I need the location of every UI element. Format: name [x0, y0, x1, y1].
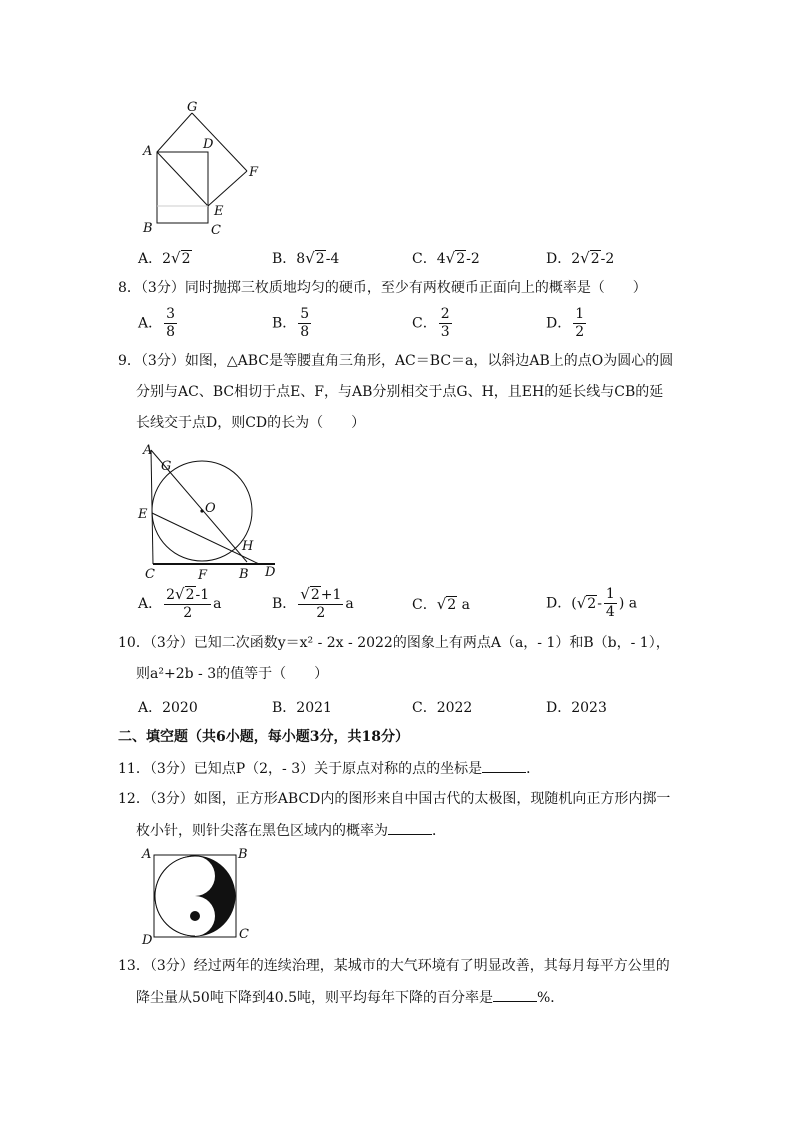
label-d: D: [203, 137, 214, 152]
label-f: F: [249, 165, 259, 180]
label-d: D: [142, 933, 153, 948]
answer-blank[interactable]: [388, 820, 432, 835]
label-e: E: [214, 204, 224, 219]
label-c: C: [239, 927, 249, 942]
sqrt: √2: [305, 249, 325, 267]
fraction: $\frac{3}{8}$: [166, 306, 176, 340]
q10-line1: 10．（3分）已知二次函数y＝x² - 2x - 2022的图象上有两点A（a，- 1）和B（b，- 1），: [118, 635, 670, 651]
label-a: A: [142, 847, 152, 862]
q13-line2: 降尘量从50吨下降到40.5吨，则平均每年下降的百分率是 %．: [136, 987, 564, 1008]
fraction: $\frac{2√2-1}{2}$: [166, 585, 210, 621]
q10-line2: 则a²+2b - 3的值等于（ ）: [136, 666, 329, 682]
label-b: B: [143, 221, 153, 236]
sqrt: √2: [445, 249, 466, 267]
q7-option-d[interactable]: D．2√2-2: [546, 249, 615, 267]
label-e: E: [138, 507, 148, 522]
q9-option-b[interactable]: B． $\frac{√2+1}{2}$ a: [272, 585, 354, 621]
figure-q9: [135, 440, 285, 582]
figure-q7: [135, 98, 265, 238]
q8-option-d[interactable]: D． $\frac{1}{2}$: [546, 306, 585, 340]
q10-option-b[interactable]: B．2021: [272, 700, 332, 716]
fraction: $\frac{1}{4}$: [605, 586, 615, 620]
q10-option-c[interactable]: C．2022: [412, 700, 473, 716]
label-h: H: [242, 539, 254, 554]
sqrt: √2: [436, 595, 457, 613]
q12-line1: 12．（3分）如图，正方形ABCD内的图形来自中国古代的太极图，现随机向正方形内掷一: [118, 791, 671, 807]
q7-option-c[interactable]: C．4√2-2: [412, 249, 480, 267]
q9-option-a[interactable]: A． $\frac{2√2-1}{2}$ a: [138, 585, 222, 621]
label-o: O: [205, 501, 216, 516]
q8-option-b[interactable]: B． $\frac{5}{8}$: [272, 306, 310, 340]
q9-line2: 分别与AC、BC相切于点E、F，与AB分别相交于点G、H，且EH的延长线与CB的延: [136, 384, 664, 400]
label-a: A: [143, 144, 153, 159]
q8-option-c[interactable]: C． $\frac{2}{3}$: [412, 306, 450, 340]
q11: 11．（3分）已知点P（2，- 3）关于原点对称的点的坐标是 ．: [118, 758, 540, 779]
label-d: D: [265, 565, 276, 580]
q9-line1: 9．（3分）如图，△ABC是等腰直角三角形，AC＝BC＝a，以斜边AB上的点O为圆心的圆: [118, 353, 674, 369]
q9-option-d[interactable]: D．(√2- $\frac{1}{4}$ ) a: [546, 586, 638, 620]
fraction: $\frac{5}{8}$: [300, 306, 310, 340]
label-b: B: [239, 567, 249, 582]
sqrt: √2: [580, 249, 600, 267]
label-g: G: [161, 459, 172, 474]
yin-yang-icon: [155, 856, 235, 936]
q8-stem: 8．（3分）同时抛掷三枚质地均匀的硬币，至少有两枚硬币正面向上的概率是（ ）: [118, 280, 647, 296]
fraction: $\frac{1}{2}$: [575, 306, 585, 340]
label-b: B: [238, 847, 248, 862]
figure-q12-taiji: [138, 846, 258, 948]
q13-line1: 13．（3分）经过两年的连续治理，某城市的大气环境有了明显改善，其每月每平方公里的: [118, 958, 670, 974]
answer-blank[interactable]: [493, 987, 537, 1002]
q10-option-d[interactable]: D．2023: [546, 700, 607, 716]
q10-option-a[interactable]: A．2020: [138, 700, 198, 716]
q7-option-a[interactable]: A．2√2: [138, 249, 191, 267]
sqrt: √2: [576, 593, 597, 612]
label-f: F: [198, 568, 208, 582]
q12-line2: 枚小针，则针尖落在黑色区域内的概率为 ．: [136, 820, 446, 841]
label-a: A: [143, 443, 153, 458]
label-c: C: [145, 567, 155, 582]
fraction: $\frac{2}{3}$: [440, 306, 450, 340]
fraction: $\frac{√2+1}{2}$: [300, 585, 342, 621]
q7-option-b[interactable]: B．8√2-4: [272, 249, 340, 267]
sqrt: √2: [171, 249, 191, 267]
label-g: G: [187, 100, 198, 115]
section-title: 二、填空题（共6小题，每小题3分，共18分）: [118, 729, 409, 745]
answer-blank[interactable]: [482, 758, 526, 773]
q9-option-c[interactable]: C．√2 a: [412, 595, 471, 613]
q8-option-a[interactable]: A． $\frac{3}{8}$: [138, 306, 176, 340]
q9-line3: 长线交于点D，则CD的长为（ ）: [136, 415, 366, 431]
label-c: C: [211, 223, 221, 238]
